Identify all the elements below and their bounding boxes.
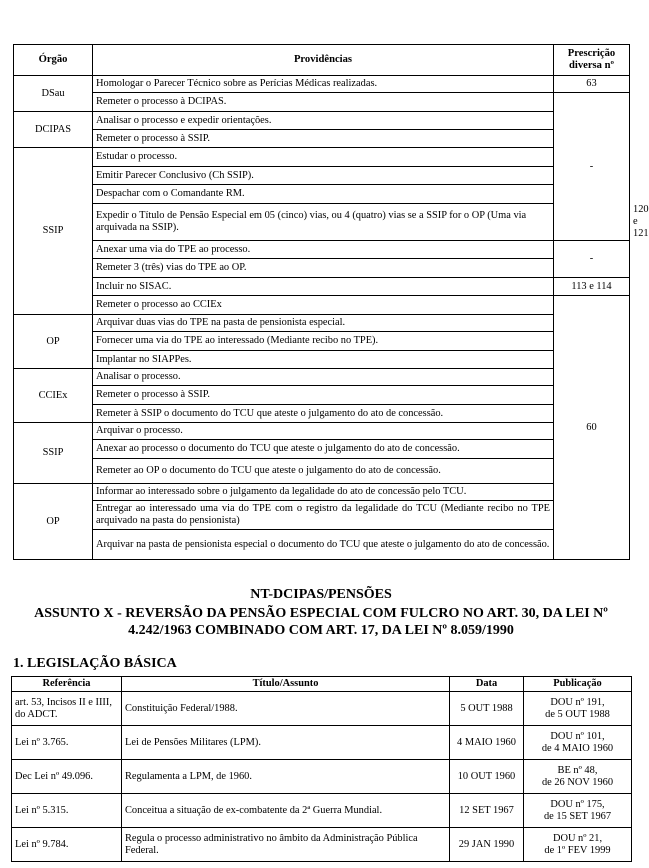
- action-cell: Incluir no SISAC.: [93, 278, 554, 296]
- prescricao-cell: 113 e 114: [554, 278, 630, 296]
- action-cell: Expedir o Título de Pensão Especial em 05 (cinco) vias, ou 4 (quatro) vias se a SSIP for o OP (Uma via arquivada na SSIP).: [93, 204, 554, 241]
- action-cell: Anexar uma via do TPE ao processo.: [93, 241, 554, 259]
- data-cell: 12 SET 1967: [450, 794, 524, 828]
- table-row: [14, 484, 630, 501]
- table-row: [14, 351, 630, 369]
- table-row: [14, 167, 630, 185]
- publicacao-line1: DOU nº 191,: [550, 696, 605, 708]
- table-row: [14, 148, 630, 167]
- titulo-cell: Regula o processo administrativo no âmbito da Administração Pública Federal.: [122, 828, 450, 862]
- publicacao-line1: DOU nº 21,: [552, 832, 603, 844]
- publicacao-line1: DOU nº 101,: [550, 730, 605, 742]
- procedures-table: [13, 44, 649, 560]
- orgao-cell: CCIEx: [14, 369, 93, 423]
- publicacao-line2: de 26 NOV 1960: [541, 776, 614, 788]
- table-row: [14, 369, 630, 386]
- table-row: [14, 332, 630, 351]
- data-cell: 10 OUT 1960: [450, 760, 524, 794]
- data-cell: 29 JAN 1990: [450, 828, 524, 862]
- subject-heading-line2: 4.242/1963 COMBINADO COM ART. 17, DA LEI Nº 8.059/1990: [128, 623, 514, 638]
- header-orgao: Órgão: [14, 45, 93, 76]
- referencia-cell: art. 53, Incisos II e IIII, do ADCT.: [12, 692, 122, 726]
- table-row: [14, 296, 630, 315]
- titulo-cell: Lei de Pensões Militares (LPM).: [122, 726, 450, 760]
- publicacao-cell: [524, 692, 632, 726]
- legislation-table: [11, 676, 632, 862]
- orgao-cell: DSau: [14, 76, 93, 112]
- action-cell: Fornecer uma via do TPE ao interessado (Mediante recibo no TPE).: [93, 332, 554, 351]
- table-row: [12, 794, 632, 828]
- procedures-header-row: [14, 45, 630, 76]
- orgao-cell: SSIP: [14, 423, 93, 484]
- header-referencia: Referência: [12, 677, 122, 692]
- publicacao-cell: [524, 794, 632, 828]
- header-providencias: Providências: [93, 45, 554, 76]
- document-code-heading: NT-DCIPAS/PENSÕES: [250, 587, 392, 602]
- table-row: [14, 386, 630, 405]
- publicacao-line2: de 4 MAIO 1960: [541, 742, 614, 754]
- action-cell: Homologar o Parecer Técnico sobre as Perícias Médicas realizadas.: [93, 76, 554, 93]
- referencia-cell: Lei nº 5.315.: [12, 794, 122, 828]
- referencia-cell: Lei nº 9.784.: [12, 828, 122, 862]
- header-publicacao: Publicação: [524, 677, 632, 692]
- action-cell: Despachar com o Comandante RM.: [93, 185, 554, 204]
- publicacao-cell: [524, 726, 632, 760]
- table-row: [14, 130, 630, 148]
- action-cell: Arquivar na pasta de pensionista especial o documento do TCU que ateste o julgamento do ato de concessão.: [93, 530, 554, 560]
- table-row: Expedir o Título de Pensão Especial em 05 (cinco) vias, ou 4 (quatro) vias se a SSIP for o OP (Uma via arquivada na SSIP). 120 e 121: [14, 204, 630, 241]
- orgao-cell: OP: [14, 484, 93, 560]
- table-row: [14, 76, 630, 93]
- header-titulo: Título/Assunto: [122, 677, 450, 692]
- header-prescricao-line1: Prescrição: [567, 48, 616, 59]
- titulo-cell: Constituição Federal/1988.: [122, 692, 450, 726]
- table-row: [14, 259, 630, 278]
- table-row: [14, 530, 630, 560]
- orgao-cell: OP: [14, 315, 93, 369]
- prescricao-cell: -: [554, 93, 630, 241]
- table-row: [14, 423, 630, 440]
- table-row: [14, 315, 630, 332]
- action-cell: Estudar o processo.: [93, 148, 554, 167]
- publicacao-line2: de 1º FEV 1999: [544, 844, 611, 856]
- table-row: [14, 440, 630, 459]
- action-cell: Emitir Parecer Conclusivo (Ch SSIP).: [93, 167, 554, 185]
- legislation-header-row: [12, 677, 632, 692]
- table-row: [14, 241, 630, 259]
- table-row: [14, 278, 630, 296]
- action-cell: Analisar o processo e expedir orientações.: [93, 112, 554, 130]
- action-cell: Remeter à SSIP o documento do TCU que ateste o julgamento do ato de concessão.: [93, 405, 554, 423]
- table-row: [12, 828, 632, 862]
- orgao-cell: DCIPAS: [14, 112, 93, 148]
- subject-heading: [10, 605, 632, 639]
- prescricao-cell: 63: [554, 76, 630, 93]
- action-cell: Remeter o processo à DCIPAS.: [93, 93, 554, 112]
- data-cell: 4 MAIO 1960: [450, 726, 524, 760]
- action-cell: Informar ao interessado sobre o julgamento da legalidade do ato de concessão pelo TCU.: [93, 484, 554, 501]
- publicacao-line2: de 15 SET 1967: [543, 810, 612, 822]
- action-cell: Analisar o processo.: [93, 369, 554, 386]
- titulo-cell: Conceitua a situação de ex-combatente da 2ª Guerra Mundial.: [122, 794, 450, 828]
- header-data: Data: [450, 677, 524, 692]
- publicacao-cell: [524, 828, 632, 862]
- table-row: [12, 726, 632, 760]
- action-cell: Entregar ao interessado uma via do TPE com o registro da legalidade do TCU (Mediante recibo no TPE arquivado na pasta do pensionista): [93, 501, 554, 530]
- action-cell: Remeter o processo ao CCIEx: [93, 296, 554, 315]
- table-row: [12, 760, 632, 794]
- data-cell: 5 OUT 1988: [450, 692, 524, 726]
- action-cell: Remeter ao OP o documento do TCU que ateste o julgamento do ato de concessão.: [93, 459, 554, 484]
- referencia-cell: Dec Lei nº 49.096.: [12, 760, 122, 794]
- referencia-cell: Lei nº 3.765.: [12, 726, 122, 760]
- table-row: [14, 405, 630, 423]
- subject-heading-line1: ASSUNTO X - REVERSÃO DA PENSÃO ESPECIAL COM FULCRO NO ART. 30, DA LEI Nº: [34, 606, 608, 621]
- table-row: [14, 459, 630, 484]
- publicacao-cell: [524, 760, 632, 794]
- header-prescricao: [554, 45, 630, 76]
- publicacao-line2: de 5 OUT 1988: [545, 708, 610, 720]
- table-row: [14, 501, 630, 530]
- table-row: [12, 692, 632, 726]
- table-row: [14, 93, 630, 112]
- table-row: [14, 185, 630, 204]
- titulo-cell: Regulamenta a LPM, de 1960.: [122, 760, 450, 794]
- action-cell: Arquivar o processo.: [93, 423, 554, 440]
- action-cell: Implantar no SIAPPes.: [93, 351, 554, 369]
- header-prescricao-line2: diversa nº: [569, 60, 614, 71]
- publicacao-line1: BE nº 48,: [557, 764, 598, 776]
- prescricao-cell: -: [554, 241, 630, 278]
- table-row: [14, 112, 630, 130]
- action-cell: Anexar ao processo o documento do TCU que ateste o julgamento do ato de concessão.: [93, 440, 554, 459]
- section-title: 1. LEGISLAÇÃO BÁSICA: [13, 656, 177, 671]
- prescricao-cell: 60: [554, 296, 630, 560]
- action-cell: Remeter 3 (três) vias do TPE ao OP.: [93, 259, 554, 278]
- action-cell: Remeter o processo à SSIP.: [93, 386, 554, 405]
- publicacao-line1: DOU nº 175,: [550, 798, 605, 810]
- action-cell: Arquivar duas vias do TPE na pasta de pensionista especial.: [93, 315, 554, 332]
- action-cell: Remeter o processo à SSIP.: [93, 130, 554, 148]
- orgao-cell: SSIP: [14, 148, 93, 315]
